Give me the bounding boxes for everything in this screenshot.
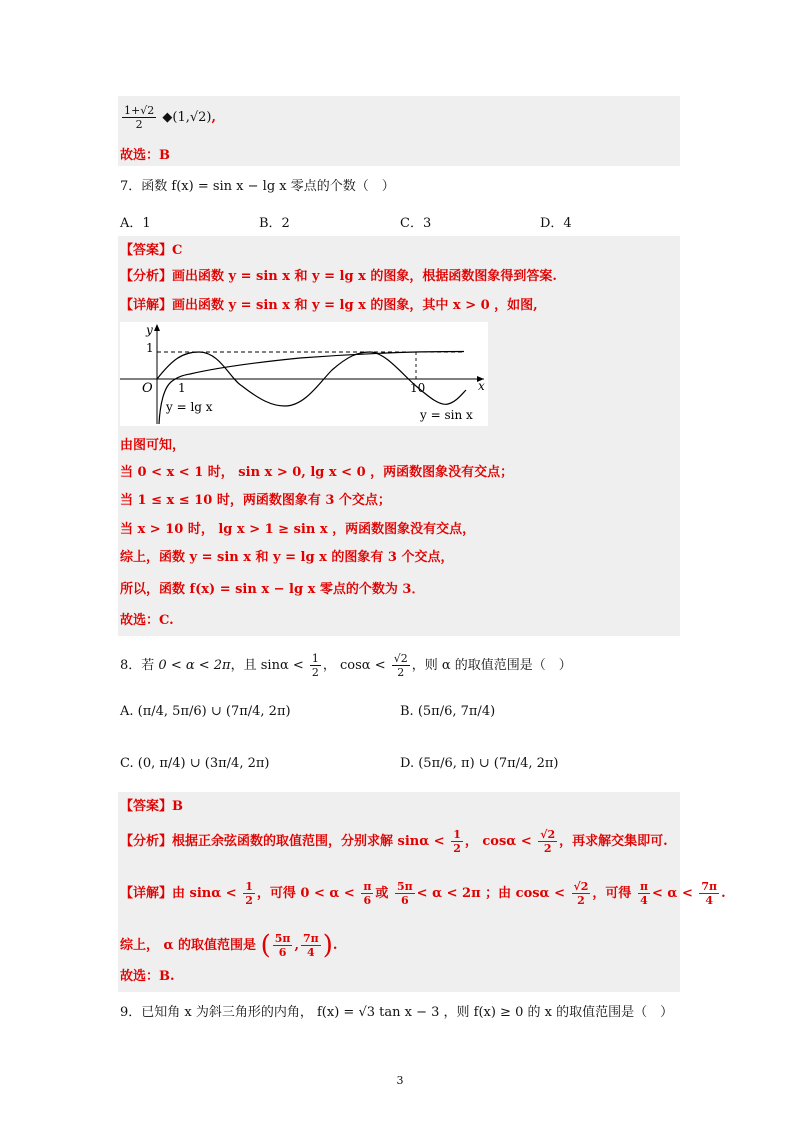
- page-number: 3: [396, 1074, 404, 1087]
- y-tick-1-label: 1: [146, 341, 154, 355]
- q7-stem: 7．函数 f(x) = sin x − lg x 零点的个数（ ）: [120, 179, 395, 194]
- math-fragment: $\frac{1+√2}{2}$ ◆(1,√2),: [124, 104, 217, 131]
- range-text: (1,√2): [172, 110, 212, 125]
- q7-step-3: 当 1 ≤ x ≤ 10 时，两函数图象有 3 个交点；: [120, 493, 391, 508]
- y-arrow: [154, 324, 160, 331]
- origin-label: O: [142, 381, 153, 396]
- q7-step-6: 所以，函数 f(x) = sin x − lg x 零点的个数为 3．: [120, 582, 425, 597]
- q8-conclusion: 综上， α 的取值范围是 ( $\frac{5\pi}{6}$ , $\frac{7\pi}{4}$ ).: [120, 930, 338, 961]
- sin-curve-label: y = sin x: [420, 408, 473, 422]
- q8-option-b: B. (5π/6, 7π/4): [400, 704, 496, 719]
- q7-option-a: A．1: [120, 216, 151, 231]
- q7-step-2: 当 0 < x < 1 时， sin x > 0, lg x < 0 ，两函数图象没有交点；: [120, 465, 514, 480]
- q8-choose: 故选：B.: [120, 969, 175, 984]
- q7-step-4: 当 x > 10 时， lg x > 1 ≥ sin x ，两函数图象没有交点，: [120, 522, 476, 537]
- q8-option-a: A. (π/4, 5π/6) ∪ (7π/4, 2π): [120, 704, 291, 719]
- q7-choose: 故选：C.: [120, 613, 174, 628]
- y-axis-label: y: [146, 323, 153, 337]
- fraction: $\frac{1+√2}{2}$: [124, 104, 155, 131]
- q7-step-1: 由图可知，: [120, 438, 186, 453]
- q8-detail: 【详解】由 sinα < $\frac{1}{2}$ ，可得 0 < α < $\frac{\pi}{6}$ 或 $\frac{5\pi}{6}$ < α < 2π ；由 cosα < $\frac{√2}{2}$ ，可得 $\frac{\pi}{4}$ < α < $\frac{7\pi}{4}$ .: [120, 880, 726, 907]
- q7-analysis: 【分析】画出函数 y = sin x 和 y = lg x 的图象，根据函数图象得到答案.: [120, 269, 557, 284]
- q9-stem: 9．已知角 x 为斜三角形的内角， f(x) = √3 tan x − 3 ，则 f(x) ≥ 0 的 x 的取值范围是（ ）: [120, 1005, 674, 1020]
- x-axis-label: x: [478, 379, 485, 393]
- q7-answer-block: [118, 236, 680, 636]
- q7-step-5: 综上，函数 y = sin x 和 y = lg x 的图象有 3 个交点，: [120, 550, 454, 565]
- q7-detail: 【详解】画出函数 y = sin x 和 y = lg x 的图象，其中 x > 0 ，如图,: [120, 298, 538, 313]
- q8-answer: 【答案】B: [120, 799, 183, 814]
- function-graph: [120, 322, 488, 426]
- tick-1-label: 1: [178, 381, 186, 395]
- q8-analysis: 【分析】根据正余弦函数的取值范围，分别求解 sinα < $\frac{1}{2}$ ， cosα < $\frac{√2}{2}$ ，再求解交集即可.: [120, 828, 668, 855]
- q7-option-b: B．2: [259, 216, 290, 231]
- q7-option-d: D．4: [540, 216, 572, 231]
- lg-curve-label: y = lg x: [166, 400, 213, 414]
- q8-option-c: C. (0, π/4) ∪ (3π/4, 2π): [120, 756, 270, 771]
- choose-b: 故选：B: [120, 148, 170, 163]
- tick-10-label: 10: [410, 381, 426, 395]
- q7-answer: 【答案】C: [120, 243, 183, 258]
- q8-option-d: D. (5π/6, π) ∪ (7π/4, 2π): [400, 756, 559, 771]
- q7-option-c: C．3: [400, 216, 432, 231]
- q8-stem: 8．若 0 < α < 2π，且 sinα < $\frac{1}{2}$ ， cosα < $\frac{√2}{2}$ ，则 α 的取值范围是（ ）: [120, 652, 572, 679]
